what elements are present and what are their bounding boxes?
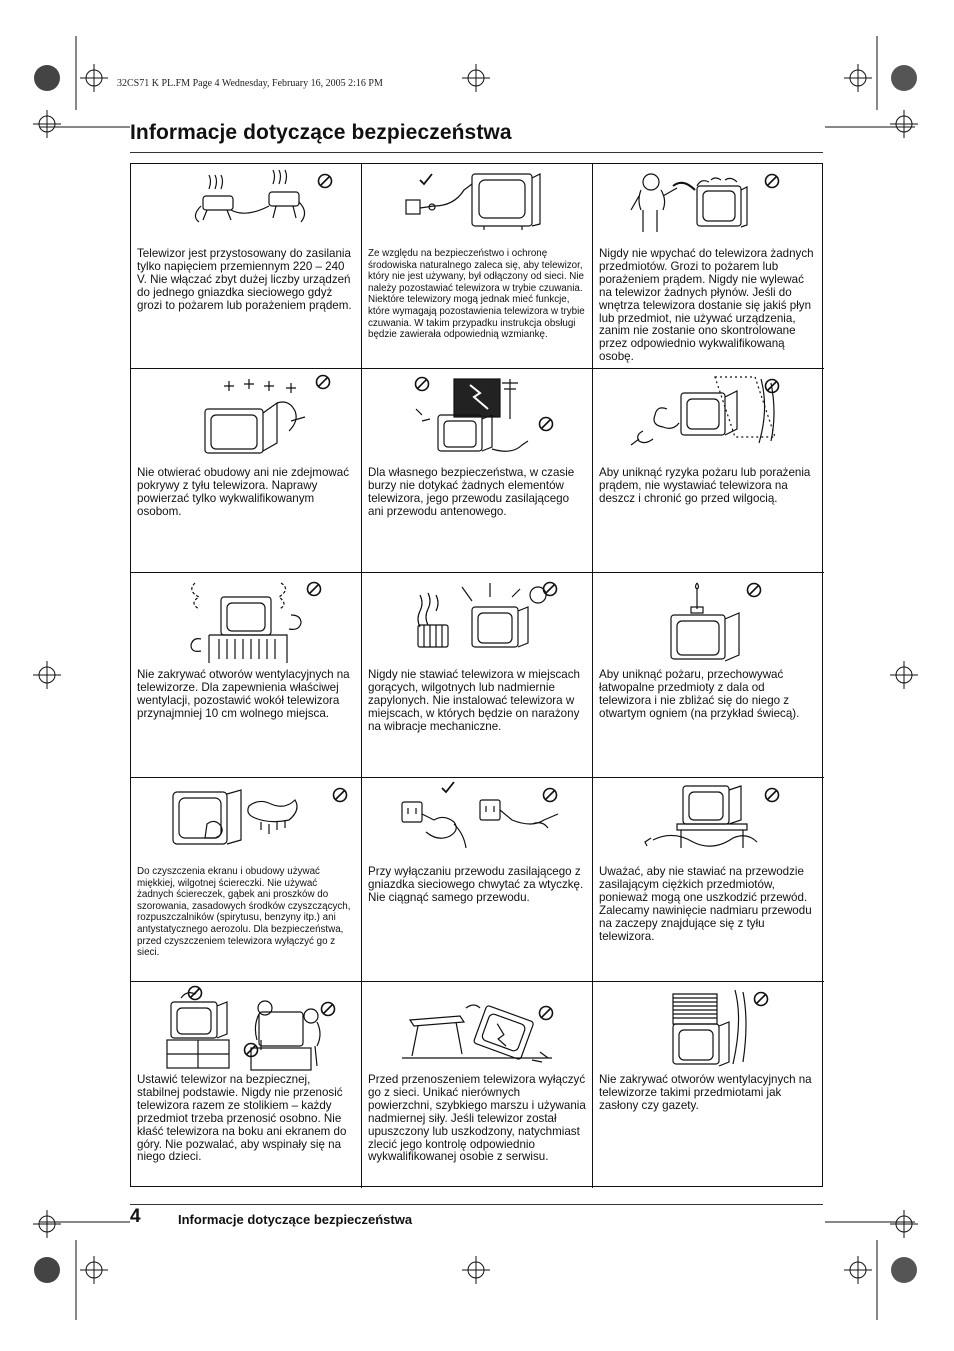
prohibited-icon xyxy=(131,164,361,204)
safety-cell-cable xyxy=(593,778,824,982)
safety-cell-unplug xyxy=(362,778,593,982)
footer-divider xyxy=(130,1204,823,1205)
safety-text: Ze względu na bezpieczeństwo i ochronę środowiska naturalnego zaleca się, aby telewizor, który nie jest używany, był odłączony od sieci. Nie należy pozostawiać telewizora w trybie czuwania. Niektóre telewizory mogą jednak mieć funkcje, które wymagają pozostawienia telewizora w trybie czuwania. W takim przypadku instrukcja obsługi będzie zawierała odpowiednią wzmiankę. xyxy=(368,248,585,341)
safety-text: Dla własnego bezpieczeństwa, w czasie burzy nie dotykać żadnych elementów telewizora, jego przewodu zasilającego ani przewodu antenowego. xyxy=(368,466,575,518)
safety-cell-heat xyxy=(362,573,593,778)
prohibited-icon xyxy=(593,573,823,613)
prohibited-icon xyxy=(362,369,592,439)
safety-cell-cleaning xyxy=(131,778,362,982)
safety-cell-curtains xyxy=(593,982,824,1188)
title-divider xyxy=(130,152,823,153)
footer-section-title: Informacje dotyczące bezpieczeństwa xyxy=(178,1212,413,1227)
safety-text: Do czyszczenia ekranu i obudowy używać miękkiej, wilgotnej ściereczki. Nie używać żadnych ściereczek, gąbek ani proszków do szorowania, zasadowych środków czyszczących, rozpuszczalników (spirytusu, benzyny itp.) ani antystatycznego aerozolu. Dla bezpieczeństwa, przed czyszczeniem telewizora wyłączyć go z sieci. xyxy=(137,866,351,959)
unplugged-tv-illustration xyxy=(362,164,592,244)
safety-text: Ustawić telewizor na bezpiecznej, stabilnej podstawie. Nigdy nie przenosić telewizora razem ze stolikiem – każdy przedmiot trzeba przenosić osobno. Nie kłaść telewizora na boku ani ekranem do góry. Nie pozwalać, aby wspinały się na niego dzieci. xyxy=(137,1073,347,1164)
safety-text: Przy wyłączaniu przewodu zasilającego z gniazdka sieciowego chwytać za wtyczkę. Nie ciągnąć samego przewodu. xyxy=(368,865,584,904)
safety-cell-storm xyxy=(362,369,593,573)
safety-text: Aby uniknąć pożaru, przechowywać łatwopalne przedmioty z dala od telewizora i nie zbliżać się do niego z otwartym ogniem (na przykład świecą). xyxy=(599,668,800,720)
safety-cell-candle xyxy=(593,573,824,778)
safety-text: Nigdy nie stawiać telewizora w miejscach gorących, wilgotnych lub nadmiernie zapylonych. Nie instalować telewizora w miejscach, w których będzie on narażony na wibracje mechaniczne. xyxy=(368,668,580,733)
safety-cell-socket xyxy=(131,164,362,369)
safety-cell-stand xyxy=(131,982,362,1188)
page-title: Informacje dotyczące bezpieczeństwa xyxy=(130,121,512,144)
prohibited-icon xyxy=(362,982,592,1027)
safety-cell-standby xyxy=(362,164,593,369)
safety-grid xyxy=(130,163,823,1187)
safety-cell-ventilation xyxy=(131,573,362,778)
safety-cell-rain xyxy=(593,369,824,573)
prohibited-icon xyxy=(131,573,361,613)
safety-text: Aby uniknąć ryzyka pożaru lub porażenia prądem, nie wystawiać telewizora na deszcz i chronić go przed wilgocią. xyxy=(599,466,811,505)
safety-text: Nie zakrywać otworów wentylacyjnych na telewizorze takimi przedmiotami jak zasłony czy gazety. xyxy=(599,1073,812,1112)
prohibited-icon xyxy=(131,982,361,1062)
safety-cell-cover xyxy=(131,369,362,573)
page-number: 4 xyxy=(130,1206,141,1227)
prohibited-icon xyxy=(362,778,592,818)
safety-cell-objects xyxy=(593,164,824,369)
safety-text: Telewizor jest przystosowany do zasilania tylko napięciem przemiennym 220 – 240 V. Nie włączać zbyt dużej liczby urządzeń do jednego gniazdka sieciowego gdyż grozi to pożarem lub porażeniem prądem. xyxy=(137,247,352,312)
prohibited-icon xyxy=(131,778,361,818)
prohibited-icon xyxy=(131,369,361,409)
prohibited-icon xyxy=(362,573,592,613)
file-info-line: 32CS71 K PL.FM Page 4 Wednesday, February 16, 2005 2:16 PM xyxy=(117,78,383,89)
safety-text: Nigdy nie wpychać do telewizora żadnych przedmiotów. Grozi to pożarem lub porażeniem prądem. Nigdy nie wylewać na telewizor żadnych płynów. Jeśli do wnętrza telewizora dostanie się jakiś płyn lub przedmiot, nie używać urządzenia, zanim nie zostanie ono skontrolowane przez odpowiednio wykwalifikowaną osobę. xyxy=(599,247,814,364)
prohibited-icon xyxy=(593,982,823,1022)
safety-text: Nie zakrywać otworów wentylacyjnych na telewizorze. Dla zapewnienia właściwej wentylacji, pozostawić wokół telewizora przynajmniej 10 cm wolnego miejsca. xyxy=(137,668,350,720)
safety-text: Przed przenoszeniem telewizora wyłączyć go z sieci. Unikać nierównych powierzchni, szybkiego marszu i używania nadmiernej siły. Jeśli telewizor został upuszczony lub uszkodzony, natychmiast zlecić jego kontrolę odpowiednio wykwalifikowanej osobie z serwisu. xyxy=(368,1073,586,1164)
safety-cell-moving xyxy=(362,982,593,1188)
prohibited-icon xyxy=(593,369,823,409)
safety-text: Uważać, aby nie stawiać na przewodzie zasilającym ciężkich przedmiotów, ponieważ mogą one uszkodzić przewód. Zalecamy nawinięcie nadmiaru przewodu na zaczepy znajdujące się z tyłu telewizora. xyxy=(599,865,812,943)
prohibited-icon xyxy=(593,778,823,818)
safety-text: Nie otwierać obudowy ani nie zdejmować pokrywy z tyłu telewizora. Naprawy powierzać tylko wykwalifikowanym osobom. xyxy=(137,466,350,518)
prohibited-icon xyxy=(593,164,823,204)
